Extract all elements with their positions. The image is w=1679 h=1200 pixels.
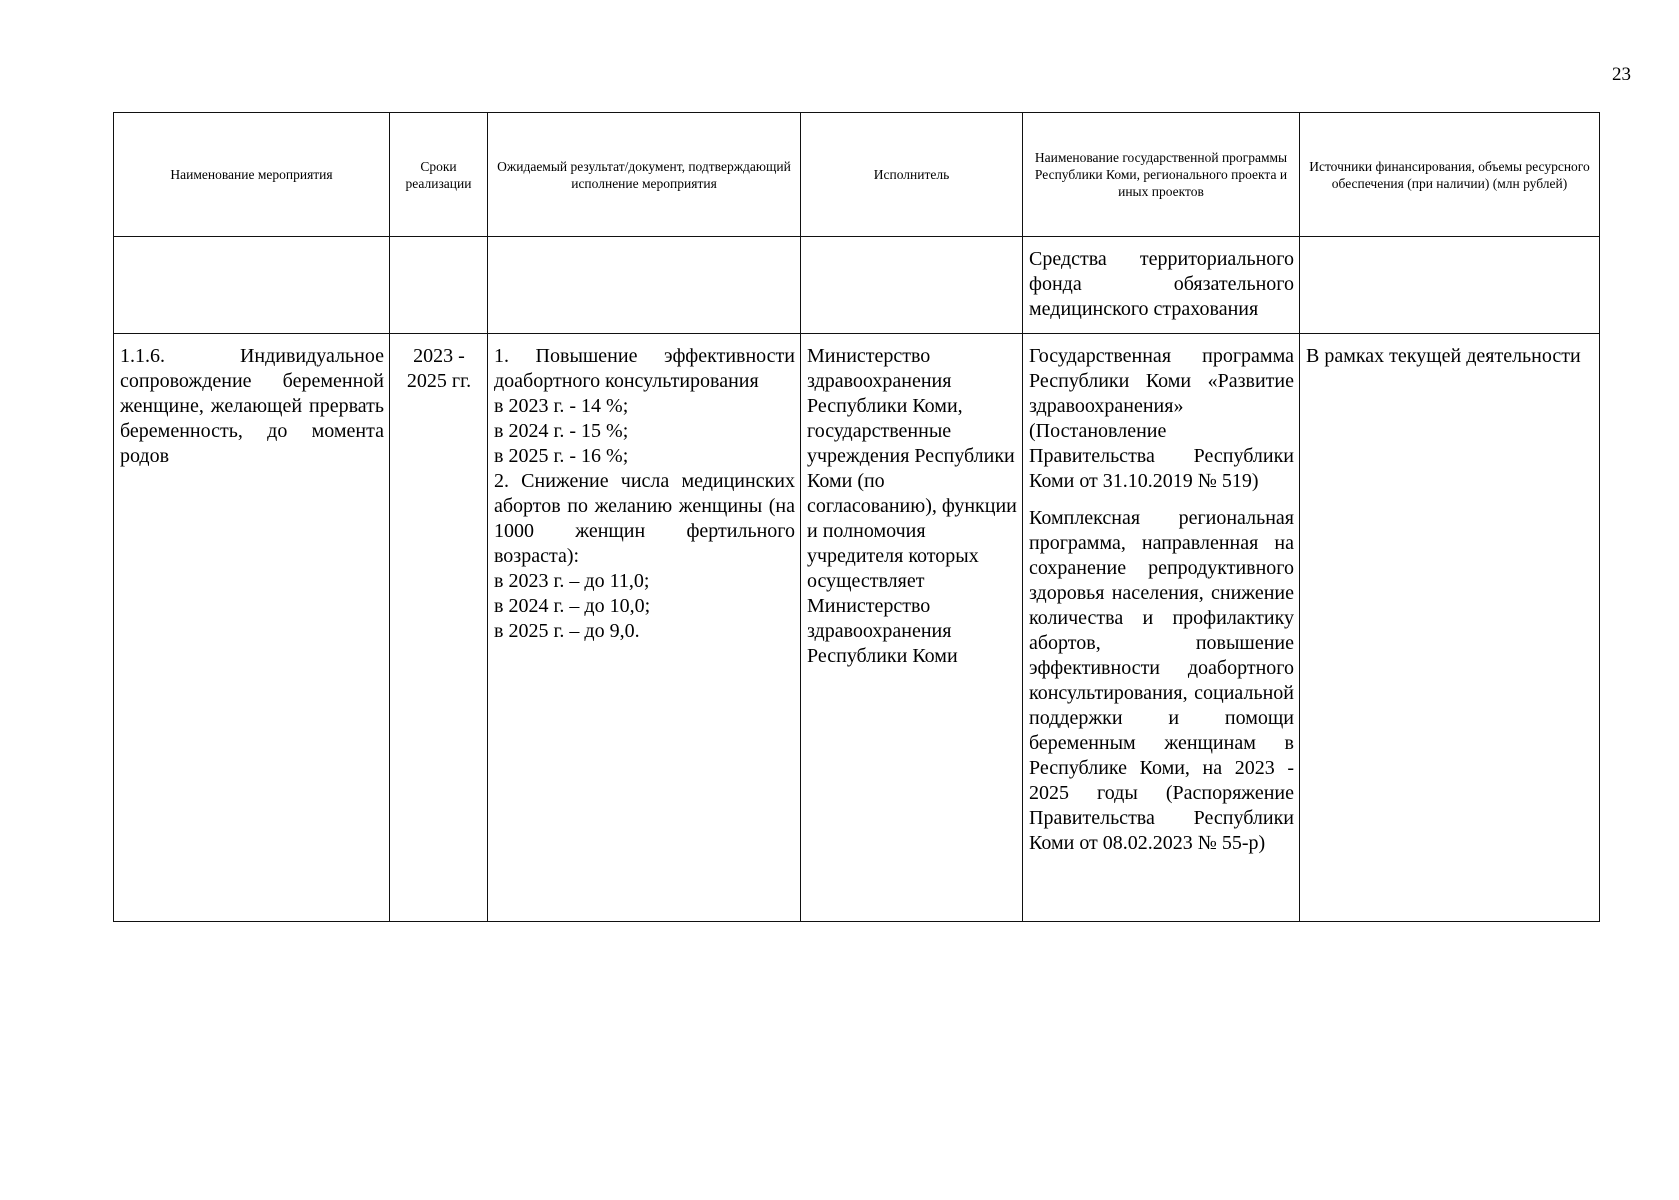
event-period: 2023 - 2025 гг. — [406, 345, 472, 392]
result-line: 2. Снижение числа медицинских абортов по желанию женщины (на 1000 женщин фертильного возраста): — [494, 470, 795, 567]
result-line: 1. Повышение эффективности доабортного консультирования — [494, 345, 795, 392]
table-row — [114, 237, 1600, 334]
fund-program-text: Средства территориального фонда обязательного медицинского страхования — [1029, 248, 1294, 320]
cell-empty — [390, 237, 488, 334]
header-event-name: Наименование мероприятия — [114, 113, 390, 237]
cell-program — [1023, 334, 1300, 922]
cell-funding — [1300, 334, 1600, 922]
page-number: 23 — [1612, 64, 1631, 85]
header-funding: Источники финансирования, объемы ресурсного обеспечения (при наличии) (млн рублей) — [1300, 113, 1600, 237]
header-program: Наименование государственной программы Республики Коми, регионального проекта и иных проектов — [1023, 113, 1300, 237]
result-line: в 2025 г. - 16 %; — [494, 445, 629, 467]
expected-result — [488, 334, 800, 650]
table-row — [114, 334, 1600, 922]
cell-empty — [1300, 237, 1600, 334]
cell-empty — [801, 237, 1023, 334]
cell-period — [390, 334, 488, 922]
cell-event — [114, 334, 390, 922]
result-line: в 2025 г. – до 9,0. — [494, 620, 640, 642]
header-row — [114, 113, 1600, 237]
result-line: в 2024 г. – до 10,0; — [494, 595, 651, 617]
program-regional: Комплексная региональная программа, направленная на сохранение репродуктивного здоровья населения, снижение количества и профилактику абортов, повышение эффективности доабортного консультирования, социальной поддержки и помощи беременным женщинам в Республике Коми, на 2023 - 2025 годы (Распоряжение Правительства Республики Коми от 08.02.2023 № 55-р) — [1029, 507, 1294, 854]
header-period: Сроки реализации — [390, 113, 488, 237]
result-line: в 2023 г. - 14 %; — [494, 395, 629, 417]
cell-empty — [114, 237, 390, 334]
program-state: Государственная программа Республики Коми «Развитие здравоохранения» (Постановление Правительства Республики Коми от 31.10.2019 № 519) — [1029, 345, 1294, 492]
event-name: 1.1.6. Индивидуальное сопровождение беременной женщине, желающей прервать беременность, до момента родов — [120, 345, 384, 467]
cell-empty — [488, 237, 801, 334]
header-executor: Исполнитель — [801, 113, 1023, 237]
funding-text: В рамках текущей деятельности — [1306, 345, 1581, 367]
activities-table — [113, 112, 1600, 922]
result-line: в 2024 г. - 15 %; — [494, 420, 629, 442]
result-line: в 2023 г. – до 11,0; — [494, 570, 650, 592]
program-list — [1023, 334, 1299, 862]
cell-program-fund — [1023, 237, 1300, 334]
header-expected-result: Ожидаемый результат/документ, подтверждающий исполнение мероприятия — [488, 113, 801, 237]
executor-text: Министерство здравоохранения Республики Коми, государственные учреждения Республики Коми (по согласованию), функции и полномочия учредителя которых осуществляет Министерство здравоохранения Республики Коми — [807, 345, 1017, 667]
cell-expected-result — [488, 334, 801, 922]
cell-executor — [801, 334, 1023, 922]
